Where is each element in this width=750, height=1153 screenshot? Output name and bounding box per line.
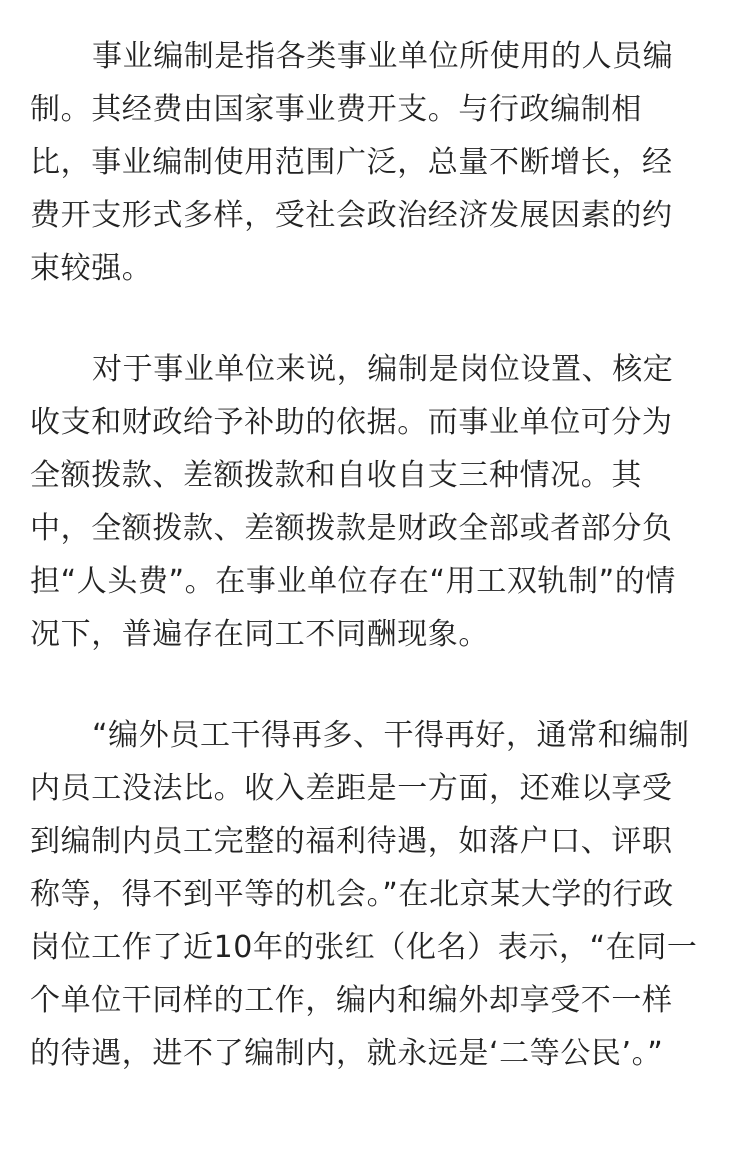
- text-line: 个单位干同样的工作，编内和编外却享受不一样: [30, 983, 673, 1018]
- text-line: 制。其经费由国家事业费开支。与行政编制相: [30, 92, 642, 127]
- text-line: 费开支形式多样，受社会政治经济发展因素的约: [30, 198, 673, 233]
- text-line: 对于事业单位来说，编制是岗位设置、核定: [92, 352, 674, 387]
- text-line: 称等，得不到平等的机会。”在北京某大学的行政: [30, 877, 674, 912]
- text-line: 岗位工作了近10年的张红（化名）表示，“在同一: [30, 930, 698, 965]
- text-line: 的待遇，进不了编制内，就永远是‘二等公民’。”: [30, 1036, 664, 1071]
- text-line: 担“人头费”。在事业单位存在“用工双轨制”的情: [30, 564, 676, 599]
- text-line: 中，全额拨款、差额拨款是财政全部或者部分负: [30, 511, 673, 546]
- text-line: 况下，普遍存在同工不同酬现象。: [30, 617, 489, 652]
- article-body: [30, 30, 725, 1128]
- text-line: 内员工没法比。收入差距是一方面，还难以享受: [30, 771, 673, 806]
- text-line: 到编制内员工完整的福利待遇，如落户口、评职: [30, 824, 673, 859]
- paragraph-1: [30, 30, 725, 295]
- text-line: 全额拨款、差额拨款和自收自支三种情况。其: [30, 458, 642, 493]
- text-line: “编外员工干得再多、干得再好，通常和编制: [92, 718, 690, 753]
- text-line: 事业编制是指各类事业单位所使用的人员编: [92, 39, 674, 74]
- text-line: 收支和财政给予补助的依据。而事业单位可分为: [30, 405, 673, 440]
- paragraph-3: [30, 709, 725, 1080]
- text-line: 比，事业编制使用范围广泛，总量不断增长，经: [30, 145, 673, 180]
- text-line: 束较强。: [30, 251, 153, 286]
- paragraph-2: [30, 343, 725, 661]
